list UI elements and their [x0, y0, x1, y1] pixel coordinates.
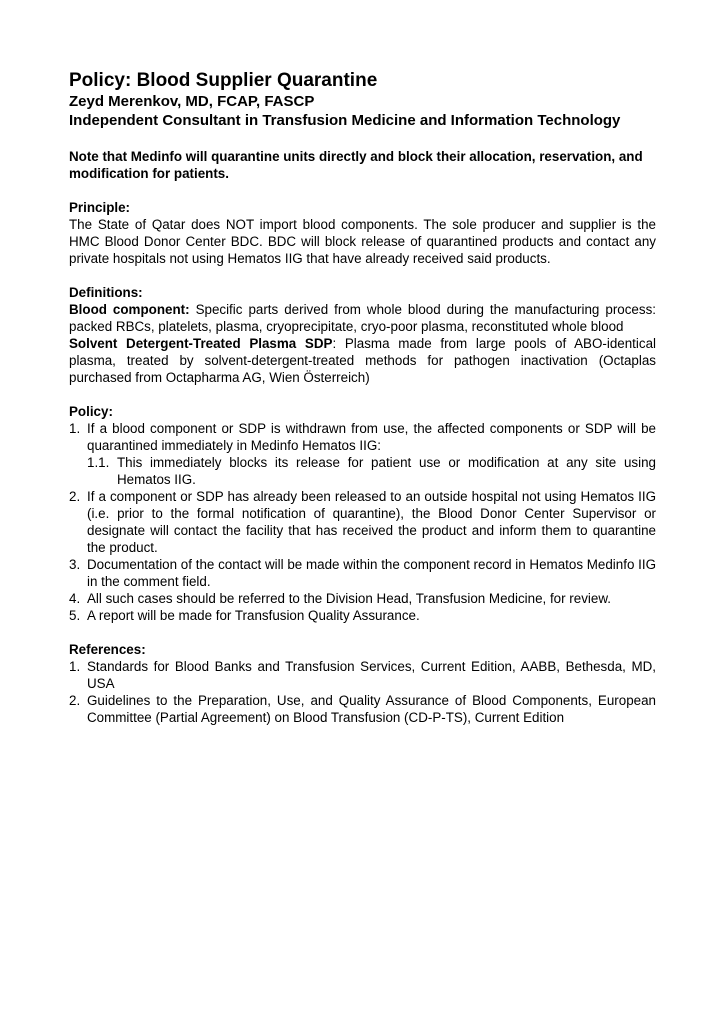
list-text: Documentation of the contact will be made within the component record in Hematos Medinfo IIG in the comment field. — [87, 557, 656, 589]
list-text: If a component or SDP has already been released to an outside hospital not using Hematos IIG (i.e. prior to the formal notification of quarantine), the Blood Donor Center Supervisor or designate will contact the facility that has received the product and inform them to quarantine the product. — [87, 489, 656, 555]
definition-text: : Plasma made from large pools of ABO-identical plasma, treated by solvent-detergent-treated methods for pathogen inactivation (Octaplas purchased from Octapharma AG, Wien Österreich) — [69, 336, 656, 385]
definition-blood-component — [69, 301, 656, 335]
definition-term: Blood component: — [69, 302, 190, 317]
document-title: Policy: Blood Supplier Quarantine — [69, 70, 378, 91]
policy-item — [69, 590, 656, 607]
list-number: 5. — [69, 608, 81, 623]
list-number: 2. — [69, 489, 81, 504]
list-text: If a blood component or SDP is withdrawn from use, the affected components or SDP will be quarantined immediately in Medinfo Hematos IIG: — [87, 421, 656, 453]
author: Zeyd Merenkov, MD, FCAP, FASCP — [69, 93, 315, 110]
list-number: 1.1. — [87, 455, 110, 470]
definitions-heading: Definitions: — [69, 285, 143, 300]
policy-item — [69, 607, 656, 624]
policy-heading: Policy: — [69, 404, 113, 419]
list-text: All such cases should be referred to the Division Head, Transfusion Medicine, for review. — [87, 591, 611, 606]
policy-list — [69, 420, 656, 624]
note: Note that Medinfo will quarantine units directly and block their allocation, reservation, and modification for patients. — [69, 149, 643, 181]
reference-item — [69, 658, 656, 692]
list-number: 1. — [69, 659, 81, 674]
policy-item — [69, 556, 656, 590]
definition-text: Specific parts derived from whole blood during the manufacturing process: packed RBCs, platelets, plasma, cryoprecipitate, cryo-poor plasma, reconstituted whole blood — [69, 302, 656, 334]
list-number: 3. — [69, 557, 81, 572]
list-text: Guidelines to the Preparation, Use, and Quality Assurance of Blood Components, European Committee (Partial Agreement) on Blood Transfusion (CD-P-TS), Current Edition — [87, 693, 656, 725]
document-page — [69, 70, 656, 726]
list-number: 1. — [69, 421, 81, 436]
list-text: This immediately blocks its release for patient use or modification at any site using Hematos IIG. — [117, 455, 656, 487]
policy-item — [69, 488, 656, 556]
affiliation: Independent Consultant in Transfusion Medicine and Information Technology — [69, 112, 621, 129]
principle-heading: Principle: — [69, 200, 131, 215]
definition-term: Solvent Detergent-Treated Plasma SDP — [69, 336, 333, 351]
list-number: 4. — [69, 591, 81, 606]
list-number: 2. — [69, 693, 81, 708]
policy-item — [69, 420, 656, 454]
definition-sdp — [69, 335, 656, 386]
references-heading: References: — [69, 642, 146, 657]
list-text: Standards for Blood Banks and Transfusion Services, Current Edition, AABB, Bethesda, MD, USA — [87, 659, 656, 691]
principle-text: The State of Qatar does NOT import blood components. The sole producer and supplier is the HMC Blood Donor Center BDC. BDC will block release of quarantined products and contact any private hospitals not using Hematos IIG that have already received said products. — [69, 217, 656, 266]
reference-item — [69, 692, 656, 726]
list-text: A report will be made for Transfusion Quality Assurance. — [87, 608, 420, 623]
policy-subitem — [69, 454, 656, 488]
references-list — [69, 658, 656, 726]
